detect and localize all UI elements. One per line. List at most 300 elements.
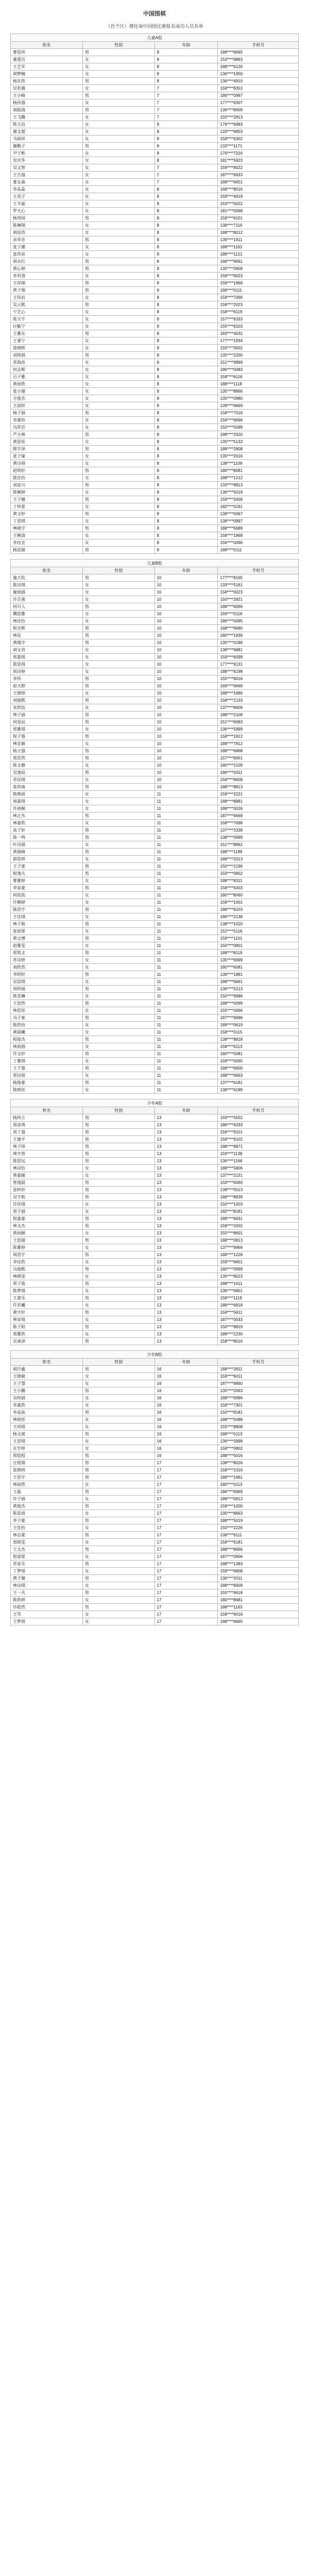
name-cell: 王玥瑶 — [11, 1423, 83, 1431]
phone-cell: 188****8119 — [218, 950, 299, 957]
phone-cell: 188****0813 — [218, 1237, 299, 1244]
gender-cell: 女 — [82, 1438, 154, 1445]
column-header: 年龄 — [154, 1359, 218, 1366]
age-cell: 16 — [154, 1387, 218, 1395]
age-cell: 11 — [154, 798, 218, 805]
name-cell: 张伟南 — [11, 784, 83, 791]
name-cell: 黄文博 — [11, 935, 83, 942]
phone-cell: 159****5611 — [218, 1309, 299, 1316]
table-row — [11, 1517, 299, 1524]
name-cell: 陈梦琪 — [11, 1287, 83, 1295]
age-cell: 11 — [154, 1022, 218, 1029]
name-cell: 庄竹婷 — [11, 1445, 83, 1452]
phone-cell: 188****1212 — [218, 474, 299, 482]
table-row — [11, 1136, 299, 1143]
name-cell: 尹子彬 — [11, 150, 83, 157]
name-cell: 林正杰 — [11, 812, 83, 820]
age-cell: 7 — [154, 99, 218, 107]
gender-cell: 女 — [82, 359, 154, 366]
gender-cell: 男 — [82, 1129, 154, 1136]
phone-cell: 159****6101 — [218, 215, 299, 222]
phone-cell: 180****8081 — [218, 467, 299, 474]
table-row — [11, 453, 299, 460]
gender-cell: 男 — [82, 1295, 154, 1302]
age-cell: 17 — [154, 1517, 218, 1524]
table-row — [11, 1467, 299, 1474]
gender-cell: 女 — [82, 1029, 154, 1036]
age-cell: 11 — [154, 993, 218, 1000]
phone-cell: 168****6680 — [218, 625, 299, 632]
table-row — [11, 1423, 299, 1431]
gender-cell: 女 — [82, 805, 154, 812]
column-header: 手机号 — [218, 567, 299, 574]
age-cell: 13 — [154, 1324, 218, 1331]
age-cell: 11 — [154, 899, 218, 906]
age-cell: 13 — [154, 1287, 218, 1295]
phone-cell: 180****5081 — [218, 1050, 299, 1058]
name-cell: 李子豪 — [11, 1517, 83, 1524]
table-row — [11, 978, 299, 986]
age-cell: 13 — [154, 1136, 218, 1143]
gender-cell: 男 — [82, 849, 154, 856]
table-row — [11, 258, 299, 265]
phone-cell: 138****7116 — [218, 222, 299, 229]
phone-cell: 159****0116 — [218, 611, 299, 618]
gender-cell: 女 — [82, 172, 154, 179]
gender-cell: 男 — [82, 352, 154, 359]
column-header: 姓名 — [11, 1107, 83, 1114]
age-cell: 10 — [154, 762, 218, 769]
name-cell: 程光辉 — [11, 625, 83, 632]
gender-cell: 男 — [82, 755, 154, 762]
table-row — [11, 639, 299, 647]
name-cell: 林安琪 — [11, 1316, 83, 1324]
name-cell: 王子豪 — [11, 863, 83, 870]
table-row — [11, 1431, 299, 1438]
age-cell: 7 — [154, 92, 218, 99]
name-cell: 许皓然 — [11, 1604, 83, 1611]
age-cell: 10 — [154, 647, 218, 654]
phone-cell: 159****8353 — [218, 85, 299, 92]
phone-cell: 158****2316 — [218, 1467, 299, 1474]
age-cell: 17 — [154, 1474, 218, 1481]
phone-cell: 188****1161 — [218, 244, 299, 251]
age-cell: 8 — [154, 128, 218, 135]
phone-cell: 158****1812 — [218, 733, 299, 740]
phone-cell: 188****6868 — [218, 748, 299, 755]
table-row — [11, 1000, 299, 1007]
age-cell: 17 — [154, 1496, 218, 1503]
gender-cell: 男 — [82, 1122, 154, 1129]
age-cell: 11 — [154, 1000, 218, 1007]
table-row — [11, 827, 299, 834]
phone-cell: 186****2138 — [218, 913, 299, 921]
table-row — [11, 654, 299, 661]
phone-cell: 159****6601 — [218, 1259, 299, 1266]
gender-cell: 女 — [82, 366, 154, 374]
gender-cell: 女 — [82, 892, 154, 899]
name-cell: 陈思雨 — [11, 1510, 83, 1517]
group-title: 儿童B组 — [11, 560, 299, 567]
phone-cell: 151****8862 — [218, 841, 299, 849]
document-subtitle: （首个区）遵化南中国围比赛报名成功人员名单 — [106, 24, 203, 29]
table-row — [11, 446, 299, 453]
roster-table — [10, 1350, 299, 1625]
phone-cell: 180****6081 — [218, 964, 299, 971]
phone-cell: 188****8009 — [218, 1582, 299, 1589]
name-cell: 周浩宇 — [11, 1251, 83, 1259]
table-row — [11, 812, 299, 820]
table-row — [11, 1165, 299, 1172]
column-header: 性别 — [82, 1359, 154, 1366]
age-cell: 8 — [154, 337, 218, 345]
age-cell: 13 — [154, 1223, 218, 1230]
page-footer-space — [10, 1631, 299, 1635]
name-cell: 王英子 — [11, 193, 83, 200]
table-row — [11, 1503, 299, 1510]
table-row — [11, 323, 299, 330]
gender-cell: 男 — [82, 1223, 154, 1230]
age-cell: 11 — [154, 1043, 218, 1050]
phone-cell: 181****0068 — [218, 208, 299, 215]
table-row — [11, 1150, 299, 1158]
age-cell: 16 — [154, 1402, 218, 1409]
table-row — [11, 128, 299, 135]
phone-cell: 188****6689 — [218, 525, 299, 532]
name-cell: 张梓轩 — [11, 1187, 83, 1194]
age-cell: 8 — [154, 381, 218, 388]
name-cell: 黄雨欣 — [11, 381, 83, 388]
phone-cell: 169****6668 — [218, 683, 299, 690]
gender-cell: 男 — [82, 1474, 154, 1481]
gender-cell: 男 — [82, 1452, 154, 1460]
age-cell: 13 — [154, 1172, 218, 1179]
name-cell: 许若曦 — [11, 1302, 83, 1309]
phone-cell: 180****1939 — [218, 632, 299, 639]
table-row — [11, 193, 299, 200]
name-cell: 陈玉昌 — [11, 121, 83, 128]
name-cell: 吴若越 — [11, 85, 83, 92]
age-cell: 8 — [154, 301, 218, 309]
phone-cell: 188****6651 — [218, 179, 299, 186]
age-cell: 11 — [154, 942, 218, 950]
phone-cell: 155****2813 — [218, 114, 299, 121]
phone-cell: 155****6618 — [218, 1589, 299, 1597]
table-row — [11, 496, 299, 503]
name-cell: 王晓敏 — [11, 1373, 83, 1380]
age-cell: 17 — [154, 1460, 218, 1467]
name-cell: 谢雨涵 — [11, 589, 83, 596]
column-header: 年龄 — [154, 567, 218, 574]
phone-cell: 158****1119 — [218, 1295, 299, 1302]
gender-cell: 女 — [82, 1316, 154, 1324]
gender-cell: 男 — [82, 885, 154, 892]
phone-cell: 198****2020 — [218, 431, 299, 438]
gender-cell: 男 — [82, 547, 154, 554]
name-cell: 陈诗琪 — [11, 582, 83, 589]
name-cell: 方俊杰 — [11, 395, 83, 402]
table-row — [11, 611, 299, 618]
age-cell: 8 — [154, 417, 218, 424]
phone-cell: 159****1138 — [218, 1150, 299, 1158]
name-cell: 王雨轩 — [11, 402, 83, 410]
name-cell: 张雨萱 — [11, 928, 83, 935]
name-cell: 王小峰 — [11, 92, 83, 99]
table-row — [11, 1129, 299, 1136]
phone-cell: 188****0113 — [218, 1431, 299, 1438]
phone-cell: 137****9966 — [218, 1244, 299, 1251]
gender-cell: 男 — [82, 683, 154, 690]
gender-cell: 男 — [82, 1114, 154, 1122]
age-cell: 10 — [154, 675, 218, 683]
age-cell: 8 — [154, 438, 218, 446]
table-row — [11, 675, 299, 683]
gender-cell: 男 — [82, 1604, 154, 1611]
table-row — [11, 596, 299, 603]
name-cell: 周嘉琪 — [11, 798, 83, 805]
table-row — [11, 381, 299, 388]
age-cell: 8 — [154, 229, 218, 236]
age-cell: 13 — [154, 1244, 218, 1251]
gender-cell: 男 — [82, 467, 154, 474]
gender-cell: 男 — [82, 1324, 154, 1331]
gender-cell: 男 — [82, 1517, 154, 1524]
table-row — [11, 1143, 299, 1150]
table-row — [11, 1302, 299, 1309]
gender-cell: 女 — [82, 71, 154, 78]
gender-cell: 男 — [82, 1065, 154, 1072]
phone-cell: 133****1171 — [218, 143, 299, 150]
table-row — [11, 1280, 299, 1287]
gender-cell: 男 — [82, 236, 154, 244]
age-cell: 8 — [154, 244, 218, 251]
age-cell: 8 — [154, 49, 218, 56]
table-row — [11, 1395, 299, 1402]
age-cell: 11 — [154, 1007, 218, 1014]
table-row — [11, 733, 299, 740]
column-header: 姓名 — [11, 1359, 83, 1366]
phone-cell: 159****1101 — [218, 935, 299, 942]
gender-cell: 女 — [82, 1072, 154, 1079]
phone-cell: 188****5016 — [218, 1452, 299, 1460]
phone-cell: 176****7016 — [218, 150, 299, 157]
table-row — [11, 503, 299, 511]
name-cell: 王艺军 — [11, 63, 83, 71]
roster-table — [10, 33, 299, 554]
age-cell: 10 — [154, 668, 218, 675]
age-cell: 8 — [154, 395, 218, 402]
table-row — [11, 1114, 299, 1122]
phone-cell: 159****6011 — [218, 1373, 299, 1380]
gender-cell: 女 — [82, 63, 154, 71]
phone-cell: 188****1686 — [218, 690, 299, 697]
name-cell: 王浩宇 — [11, 1474, 83, 1481]
table-row — [11, 928, 299, 935]
name-cell: 王睿宁 — [11, 337, 83, 345]
table-row — [11, 539, 299, 547]
gender-cell: 女 — [82, 1568, 154, 1575]
table-row — [11, 1582, 299, 1589]
age-cell: 13 — [154, 1215, 218, 1223]
gender-cell: 女 — [82, 1524, 154, 1532]
gender-cell: 女 — [82, 1373, 154, 1380]
age-cell: 11 — [154, 849, 218, 856]
name-cell: 胡梦楠 — [11, 71, 83, 78]
table-row — [11, 359, 299, 366]
table-row — [11, 1079, 299, 1087]
name-cell: 马炳祥 — [11, 135, 83, 143]
gender-cell: 男 — [82, 1179, 154, 1187]
table-row — [11, 877, 299, 885]
age-cell: 13 — [154, 1201, 218, 1208]
phone-cell: 158****6016 — [218, 1611, 299, 1618]
name-cell: 陈婉婷 — [11, 489, 83, 496]
table-row — [11, 1510, 299, 1517]
table-row — [11, 885, 299, 892]
table-row — [11, 1172, 299, 1179]
name-cell: 王飞腾 — [11, 114, 83, 121]
name-cell: 何可人 — [11, 603, 83, 611]
gender-cell: 女 — [82, 337, 154, 345]
name-cell: 郑嘉瑶 — [11, 654, 83, 661]
gender-cell: 女 — [82, 1445, 154, 1452]
name-cell: 吴承泽 — [11, 1338, 83, 1345]
phone-cell: 150****8819 — [218, 1324, 299, 1331]
name-cell: 吴宇航 — [11, 1194, 83, 1201]
column-header: 姓名 — [11, 567, 83, 574]
name-cell: 许芷菡 — [11, 596, 83, 603]
gender-cell: 女 — [82, 222, 154, 229]
name-cell: 杨东伟 — [11, 78, 83, 85]
age-cell: 11 — [154, 950, 218, 957]
phone-cell: 137****3338 — [218, 827, 299, 834]
gender-cell: 女 — [82, 618, 154, 625]
age-cell: 10 — [154, 683, 218, 690]
age-cell: 10 — [154, 589, 218, 596]
name-cell: 宋欣怡 — [11, 704, 83, 711]
name-cell: 曾逸晨 — [11, 1179, 83, 1187]
age-cell: 13 — [154, 1302, 218, 1309]
phone-cell: 182****0191 — [218, 503, 299, 511]
age-cell: 13 — [154, 1150, 218, 1158]
phone-cell: 188****0812 — [218, 1496, 299, 1503]
gender-cell: 女 — [82, 164, 154, 172]
age-cell: 7 — [154, 179, 218, 186]
gender-cell: 男 — [82, 1187, 154, 1194]
age-cell: 11 — [154, 1029, 218, 1036]
gender-cell: 女 — [82, 1287, 154, 1295]
name-cell: 杨文斌 — [11, 1431, 83, 1438]
age-cell: 11 — [154, 841, 218, 849]
phone-cell: 159****2002 — [218, 1223, 299, 1230]
name-cell: 李嘉欣 — [11, 1402, 83, 1409]
phone-cell: 177****8165 — [218, 574, 299, 582]
table-row — [11, 1532, 299, 1539]
gender-cell: 男 — [82, 143, 154, 150]
table-row — [11, 784, 299, 791]
table-row — [11, 1007, 299, 1014]
name-cell: 周丁强 — [11, 1129, 83, 1136]
age-cell: 10 — [154, 719, 218, 726]
phone-cell: 158****7016 — [218, 410, 299, 417]
gender-cell: 男 — [82, 603, 154, 611]
phone-cell: 188****8839 — [218, 1194, 299, 1201]
gender-cell: 女 — [82, 200, 154, 208]
gender-cell: 男 — [82, 1251, 154, 1259]
age-cell: 8 — [154, 135, 218, 143]
age-cell: 11 — [154, 1050, 218, 1058]
phone-cell: 158****0115 — [218, 1029, 299, 1036]
age-cell: 13 — [154, 1187, 218, 1194]
gender-cell: 男 — [82, 215, 154, 222]
phone-cell: 158****2133 — [218, 697, 299, 704]
name-cell: 林诗怡 — [11, 1165, 83, 1172]
table-row — [11, 1561, 299, 1568]
age-cell: 8 — [154, 388, 218, 395]
table-row — [11, 489, 299, 496]
age-cell: 11 — [154, 935, 218, 942]
phone-cell: 159****2221 — [218, 791, 299, 798]
phone-cell: 151****6083 — [218, 719, 299, 726]
age-cell: 11 — [154, 957, 218, 964]
table-row — [11, 1065, 299, 1072]
name-cell: 曹思祥 — [11, 49, 83, 56]
phone-cell: 150****2226 — [218, 1524, 299, 1532]
gender-cell: 女 — [82, 251, 154, 258]
age-cell: 10 — [154, 625, 218, 632]
gender-cell: 男 — [82, 92, 154, 99]
age-cell: 11 — [154, 921, 218, 928]
age-cell: 8 — [154, 71, 218, 78]
table-row — [11, 518, 299, 525]
name-cell: 王梦瑶 — [11, 1618, 83, 1625]
phone-cell: 135****2063 — [218, 1387, 299, 1395]
table-row — [11, 647, 299, 654]
name-cell: 黄诗琪 — [11, 460, 83, 467]
phone-cell: 188****5088 — [218, 1416, 299, 1423]
table-row — [11, 1387, 299, 1395]
age-cell: 13 — [154, 1266, 218, 1273]
name-cell: 黄俊杰 — [11, 1503, 83, 1510]
table-row — [11, 424, 299, 431]
age-cell: 11 — [154, 1014, 218, 1022]
gender-cell: 女 — [82, 1496, 154, 1503]
gender-cell: 女 — [82, 762, 154, 769]
name-cell: 林嘉欣 — [11, 820, 83, 827]
table-row — [11, 71, 299, 78]
table-row — [11, 330, 299, 337]
phone-cell: 156****9101 — [218, 1129, 299, 1136]
gender-cell: 男 — [82, 525, 154, 532]
age-cell: 17 — [154, 1510, 218, 1517]
gender-cell: 女 — [82, 1230, 154, 1237]
name-cell: 谢文超 — [11, 128, 83, 135]
table-row — [11, 769, 299, 776]
name-cell: 陈浩宇 — [11, 906, 83, 913]
phone-cell: 188****1118 — [218, 381, 299, 388]
name-cell: 冯苏芸 — [11, 424, 83, 431]
age-cell: 8 — [154, 251, 218, 258]
table-row — [11, 1187, 299, 1194]
table-row — [11, 1244, 299, 1251]
table-row — [11, 78, 299, 85]
gender-cell: 女 — [82, 668, 154, 675]
gender-cell: 女 — [82, 273, 154, 280]
age-cell: 11 — [154, 928, 218, 935]
gender-cell: 男 — [82, 1280, 154, 1287]
name-cell: 苏诗妍 — [11, 957, 83, 964]
phone-cell: 186****0095 — [218, 618, 299, 625]
